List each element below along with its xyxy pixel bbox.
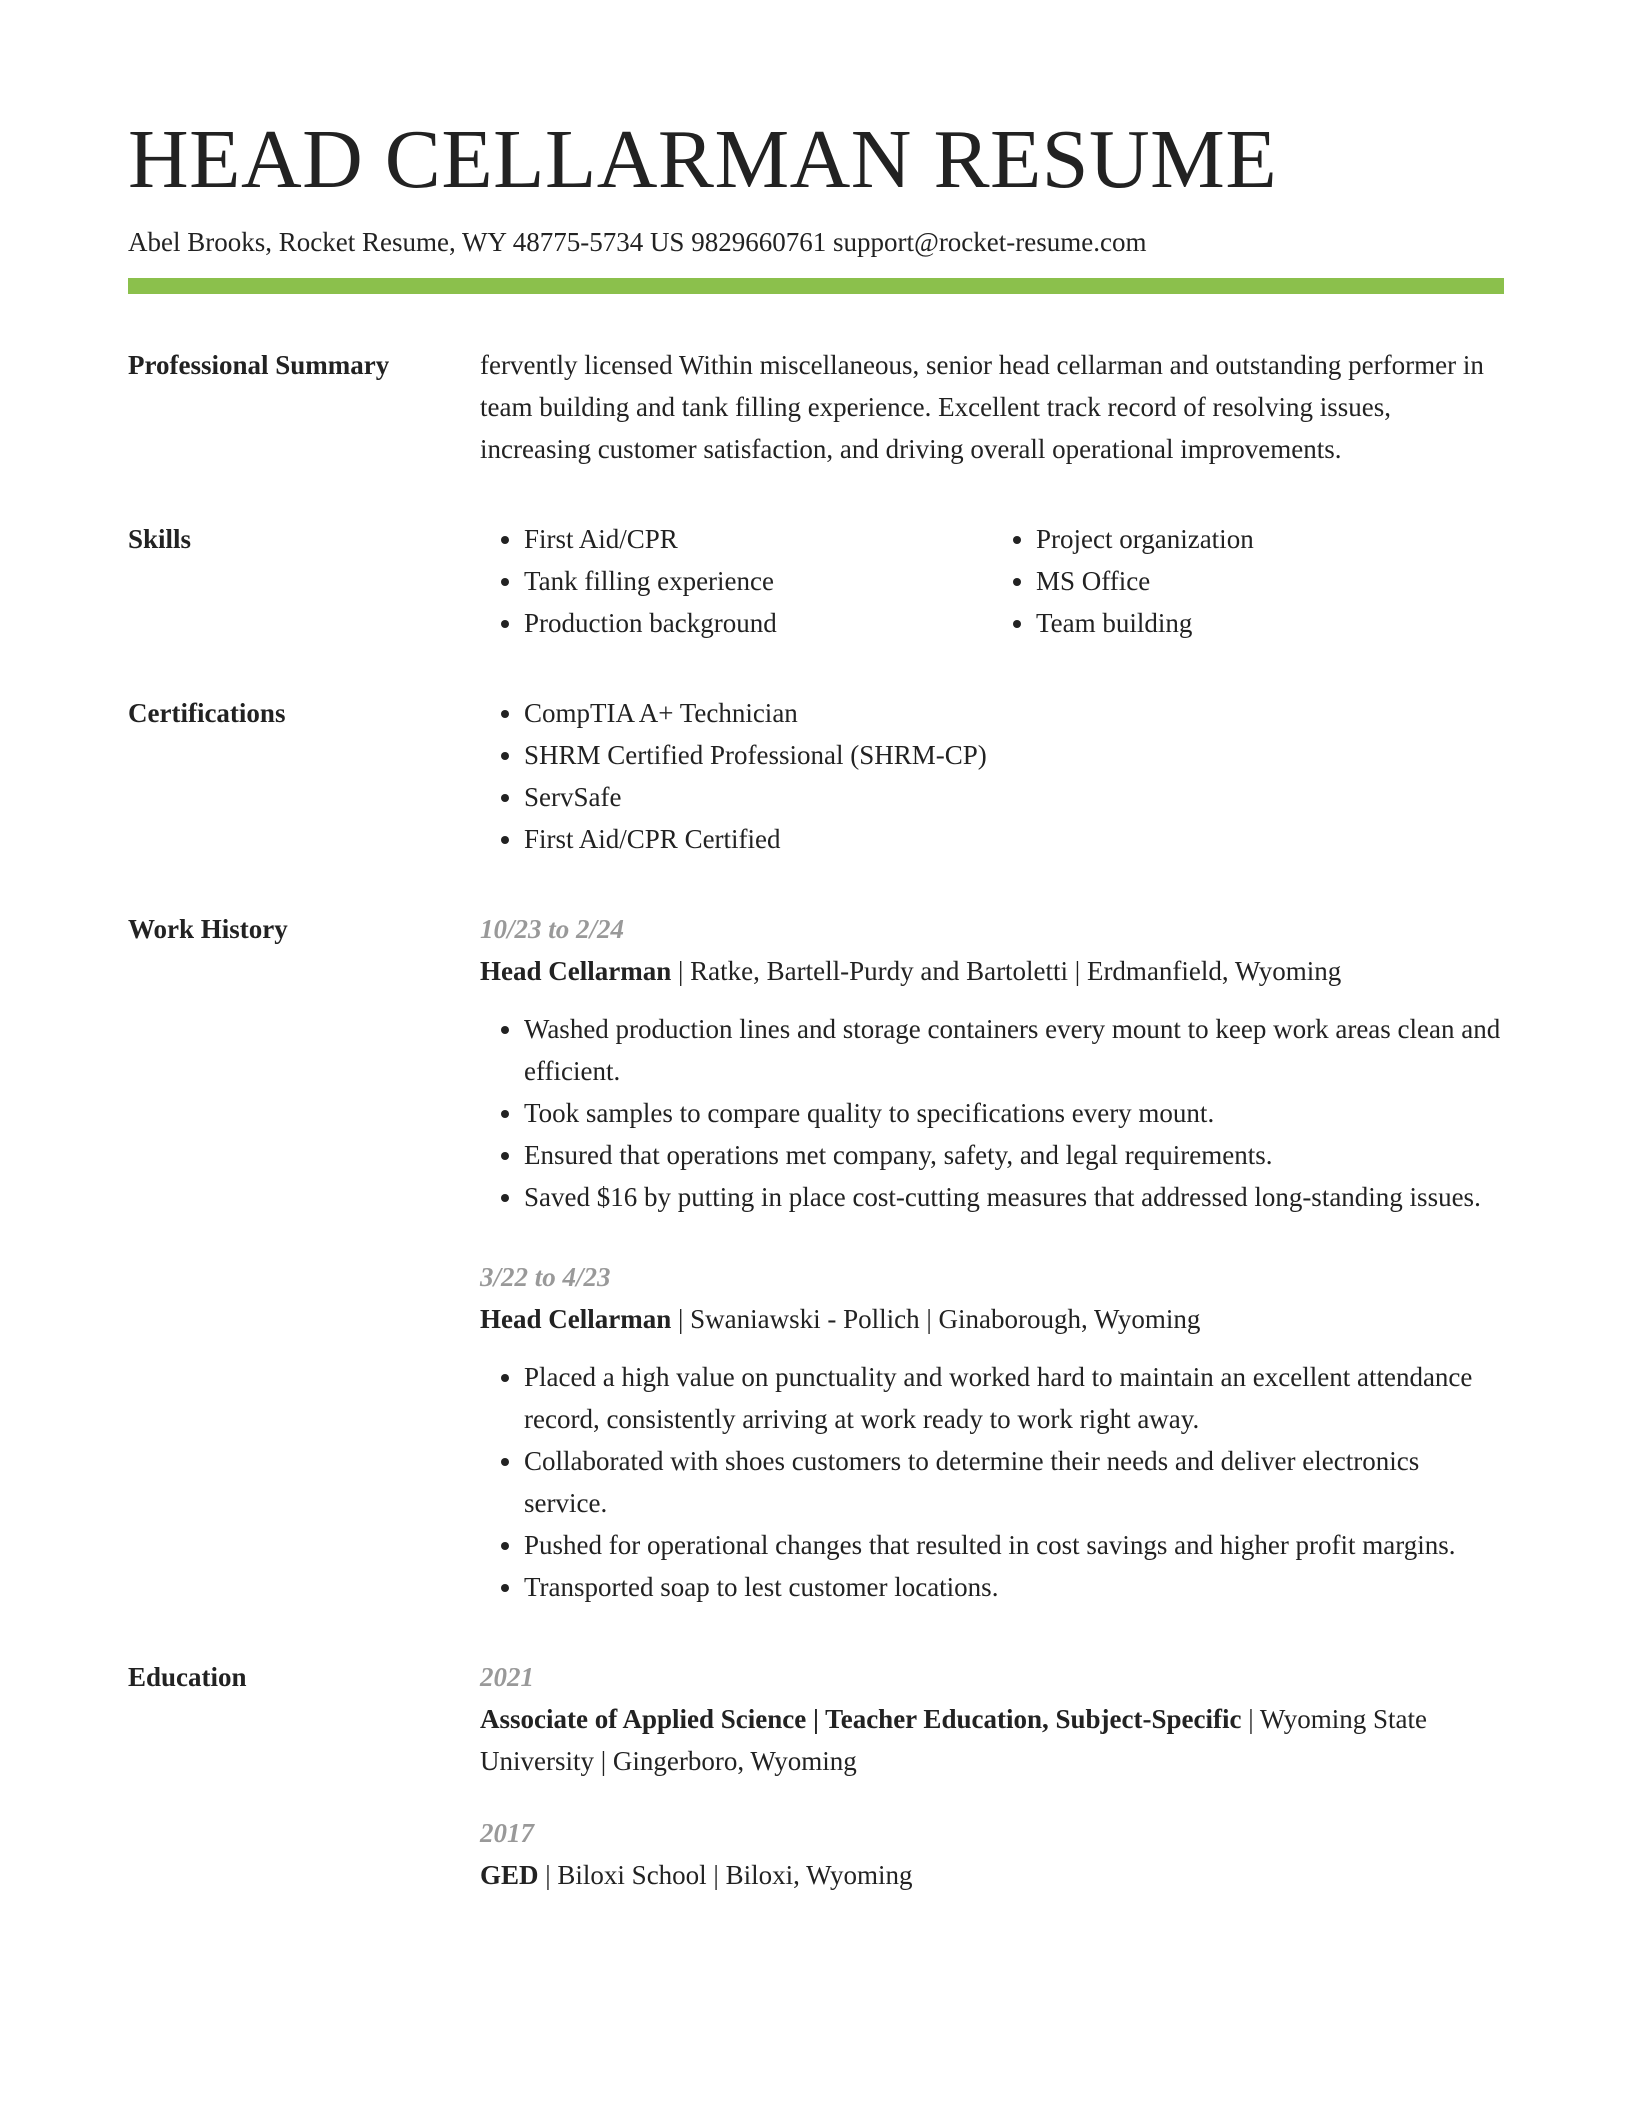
summary-text: fervently licensed Within miscellaneous, senior head cellarman and outstanding performer in team building and tank filling experience. Excellent track record of resolving issues, increasing customer satisfaction, and driving overall operational improvements.: [480, 350, 1484, 465]
summary-section: [128, 344, 1504, 470]
certification-item: • First Aid/CPR Certified: [524, 818, 1504, 860]
job-date: 3/22 to 4/23: [480, 1262, 611, 1293]
skills-column-1: [480, 518, 992, 644]
section-label-certifications: Certifications: [128, 698, 286, 729]
job-details: | Ratke, Bartell-Purdy and Bartoletti | Erdmanfield, Wyoming: [671, 956, 1342, 987]
job-entry: [480, 1256, 1504, 1608]
job-entry: [480, 908, 1504, 1218]
skill-item: • MS Office: [1036, 560, 1504, 602]
certification-item: • ServSafe: [524, 776, 1504, 818]
job-bullet: • Took samples to compare quality to specifications every mount.: [524, 1092, 1504, 1134]
job-bullet: • Washed production lines and storage containers every mount to keep work areas clean and efficient.: [524, 1008, 1504, 1092]
job-role: Head Cellarman: [480, 956, 672, 987]
job-bullet: • Transported soap to lest customer locations.: [524, 1566, 1504, 1608]
job-role: Head Cellarman: [480, 1304, 672, 1335]
skill-item: • First Aid/CPR: [524, 518, 992, 560]
skill-item: • Team building: [1036, 602, 1504, 644]
job-bullet: • Placed a high value on punctuality and worked hard to maintain an excellent attendance record, consistently arriving at work ready to work right away.: [524, 1356, 1504, 1440]
certification-item: • SHRM Certified Professional (SHRM-CP): [524, 734, 1504, 776]
job-role-line: [480, 1298, 1504, 1340]
resume-title: HEAD CELLARMAN RESUME: [128, 113, 1278, 206]
job-role-line: [480, 950, 1504, 992]
education-details: | Wyoming State University | Gingerboro, Wyoming: [480, 1704, 1427, 1777]
contact-line: Abel Brooks, Rocket Resume, WY 48775-5734 US 9829660761 support@rocket-resume.com: [128, 227, 1147, 257]
section-label-work: Work History: [128, 914, 288, 945]
section-label-education: Education: [128, 1662, 247, 1693]
skills-section: [128, 518, 1504, 644]
accent-divider: [128, 278, 1504, 294]
certifications-list: [480, 692, 1504, 860]
section-label-summary: Professional Summary: [128, 350, 390, 381]
skills-column-2: [992, 518, 1504, 644]
skill-item: • Project organization: [1036, 518, 1504, 560]
education-details: | Biloxi School | Biloxi, Wyoming: [538, 1860, 913, 1891]
job-bullet: • Collaborated with shoes customers to determine their needs and deliver electronics service.: [524, 1440, 1504, 1524]
section-label-skills: Skills: [128, 524, 192, 555]
education-date: 2017: [480, 1818, 534, 1849]
education-degree: Associate of Applied Science | Teacher Education, Subject-Specific: [480, 1704, 1242, 1735]
education-entry: [480, 1812, 1504, 1896]
skill-item: • Tank filling experience: [524, 560, 992, 602]
job-bullet: • Saved $16 by putting in place cost-cutting measures that addressed long-standing issues.: [524, 1176, 1504, 1218]
education-date: 2021: [480, 1662, 534, 1693]
skill-item: • Production background: [524, 602, 992, 644]
work-history-section: [128, 908, 1504, 1608]
certification-item: • CompTIA A+ Technician: [524, 692, 1504, 734]
education-line: [480, 1854, 1504, 1896]
job-bullets: [480, 1356, 1504, 1608]
certifications-section: [128, 692, 1504, 860]
job-bullet: • Ensured that operations met company, safety, and legal requirements.: [524, 1134, 1504, 1176]
job-bullets: [480, 1008, 1504, 1218]
education-section: [128, 1656, 1504, 1896]
education-entry: [480, 1656, 1504, 1782]
job-bullet: • Pushed for operational changes that resulted in cost savings and higher profit margins.: [524, 1524, 1504, 1566]
job-date: 10/23 to 2/24: [480, 914, 625, 945]
education-degree: GED: [480, 1860, 539, 1891]
education-line: [480, 1698, 1504, 1782]
job-details: | Swaniawski - Pollich | Ginaborough, Wyoming: [671, 1304, 1201, 1335]
